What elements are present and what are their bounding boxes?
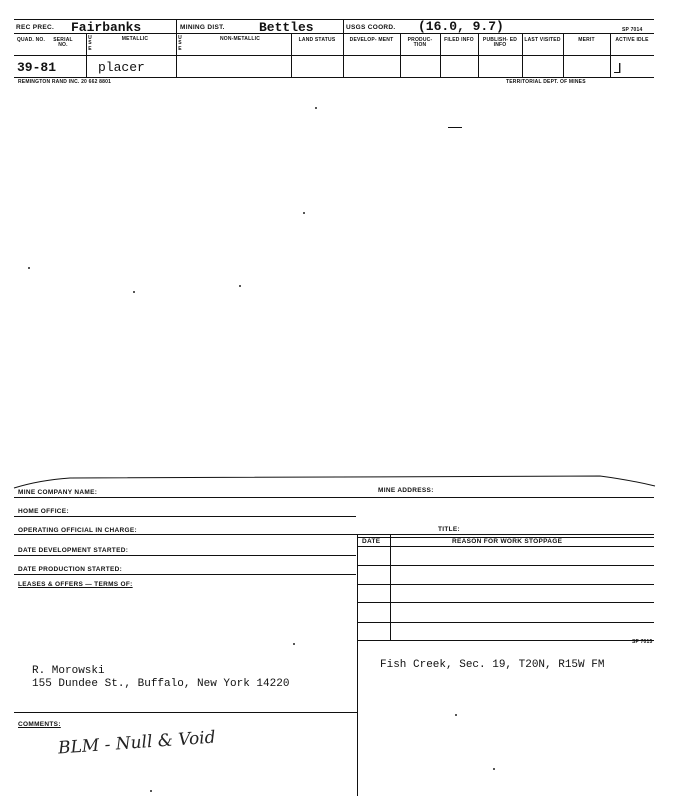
- header-merit: MERIT: [578, 37, 595, 43]
- reason-column-label: REASON FOR WORK STOPPAGE: [452, 538, 563, 545]
- header-filed-info: FILED INFO: [444, 37, 474, 43]
- home-office-label: HOME OFFICE:: [18, 508, 69, 515]
- rule: [358, 602, 654, 603]
- rule: [14, 534, 654, 535]
- card-top-edge: [10, 470, 660, 494]
- location-text: Fish Creek, Sec. 19, T20N, R15W FM: [380, 659, 605, 671]
- header-active-idle: ACTIVE IDLE: [615, 37, 649, 43]
- rule: [358, 584, 654, 585]
- rule: [358, 546, 654, 547]
- rule: [357, 534, 358, 796]
- speck: [293, 643, 295, 645]
- date-column-label: DATE: [362, 538, 381, 545]
- mining-dist-label: MINING DIST.: [180, 24, 225, 31]
- usgs-coord-value: (16.0, 9.7): [418, 19, 504, 34]
- rule: [358, 640, 654, 641]
- comments-handwritten: BLM - Null & Void: [57, 727, 217, 759]
- metallic-value: placer: [98, 60, 145, 75]
- comments-label: COMMENTS:: [18, 721, 61, 728]
- quad-serial-value: 39-81: [17, 60, 57, 75]
- form-code: SP 7014: [622, 27, 643, 33]
- speck: [28, 267, 30, 269]
- mine-company-name-label: MINE COMPANY NAME:: [18, 489, 98, 496]
- owner-address: 155 Dundee St., Buffalo, New York 14220: [32, 678, 290, 690]
- usgs-coord-label: USGS COORD.: [346, 24, 396, 31]
- mine-address-label: MINE ADDRESS:: [378, 487, 434, 494]
- speck: [150, 790, 152, 792]
- operating-official-label: OPERATING OFFICIAL IN CHARGE:: [18, 527, 137, 534]
- speck: [133, 291, 135, 293]
- owner-name: R. Morowski: [32, 665, 105, 677]
- header-land-status: LAND STATUS: [298, 37, 336, 43]
- mining-dist-value: Bettles: [259, 20, 314, 35]
- header-quad-no: QUAD. NO.: [16, 37, 46, 43]
- date-development-started-label: DATE DEVELOPMENT STARTED:: [18, 547, 129, 554]
- rule: [14, 516, 356, 517]
- speck: [493, 768, 495, 770]
- date-production-started-label: DATE PRODUCTION STARTED:: [18, 566, 123, 573]
- speck: [239, 285, 241, 287]
- header-non-metallic: NON-METALLIC: [219, 36, 261, 42]
- speck: [315, 107, 317, 109]
- header-development: DEVELOP- MENT: [349, 37, 394, 43]
- rec-prec-label: REC PREC.: [16, 24, 55, 31]
- rule: [358, 565, 654, 566]
- pencil-mark: [448, 127, 462, 128]
- rule: [14, 497, 654, 498]
- rule: [14, 712, 358, 713]
- active-check-mark: ⅃: [614, 60, 622, 76]
- header-metallic: METALLIC: [121, 36, 149, 42]
- rule: [14, 555, 356, 556]
- rec-prec-value: Fairbanks: [71, 20, 142, 35]
- header-production: PRODUC- TION: [407, 37, 433, 49]
- rule: [14, 77, 654, 78]
- form-code-bottom: SP 7015: [632, 639, 653, 645]
- header-use-2: U S E: [178, 35, 182, 52]
- speck: [455, 714, 457, 716]
- header-use-1: U S E: [88, 35, 92, 52]
- header-published-info: PUBLISH- ED INFO: [482, 37, 518, 49]
- dept-imprint: TERRITORIAL DEPT. OF MINES: [506, 79, 586, 85]
- leases-label: LEASES & OFFERS — TERMS OF:: [18, 581, 133, 588]
- rule: [14, 55, 654, 56]
- speck: [303, 212, 305, 214]
- rule: [343, 19, 344, 77]
- rule: [390, 534, 391, 640]
- rule: [358, 622, 654, 623]
- title-label: TITLE:: [438, 526, 461, 533]
- printer-imprint: REMINGTON RAND INC. 20 662 8801: [18, 79, 112, 85]
- header-last-visited: LAST VISITED: [524, 37, 561, 43]
- rule: [14, 574, 356, 575]
- header-serial-no: SERIAL NO.: [53, 37, 73, 49]
